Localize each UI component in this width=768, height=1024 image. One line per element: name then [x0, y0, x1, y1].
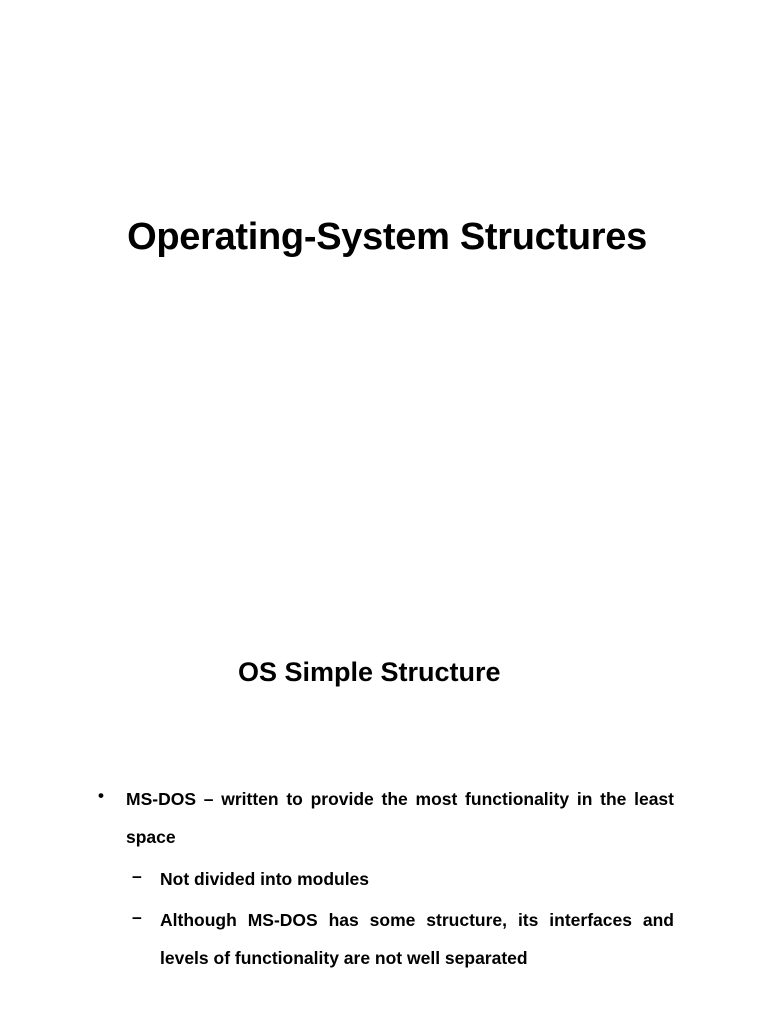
bullet-item-ms-dos — [96, 780, 674, 977]
page-title: Operating-System Structures — [127, 216, 647, 259]
sub-bullet-text: Although MS-DOS has some structure, its interfaces and levels of functionality are not well separated — [160, 910, 674, 968]
sub-bullet-text: Not divided into modules — [160, 869, 370, 889]
sub-bullet-list — [126, 860, 674, 977]
dash-marker: – — [132, 866, 142, 886]
sub-bullet-item-interfaces — [126, 901, 674, 977]
bullet-text: MS-DOS – written to provide the most functionality in the least space — [126, 789, 674, 847]
bullet-marker: • — [98, 786, 104, 805]
dash-marker: – — [132, 907, 142, 927]
sub-bullet-item-modules — [126, 860, 674, 898]
bullet-list — [96, 780, 674, 980]
section-heading: OS Simple Structure — [238, 657, 501, 688]
